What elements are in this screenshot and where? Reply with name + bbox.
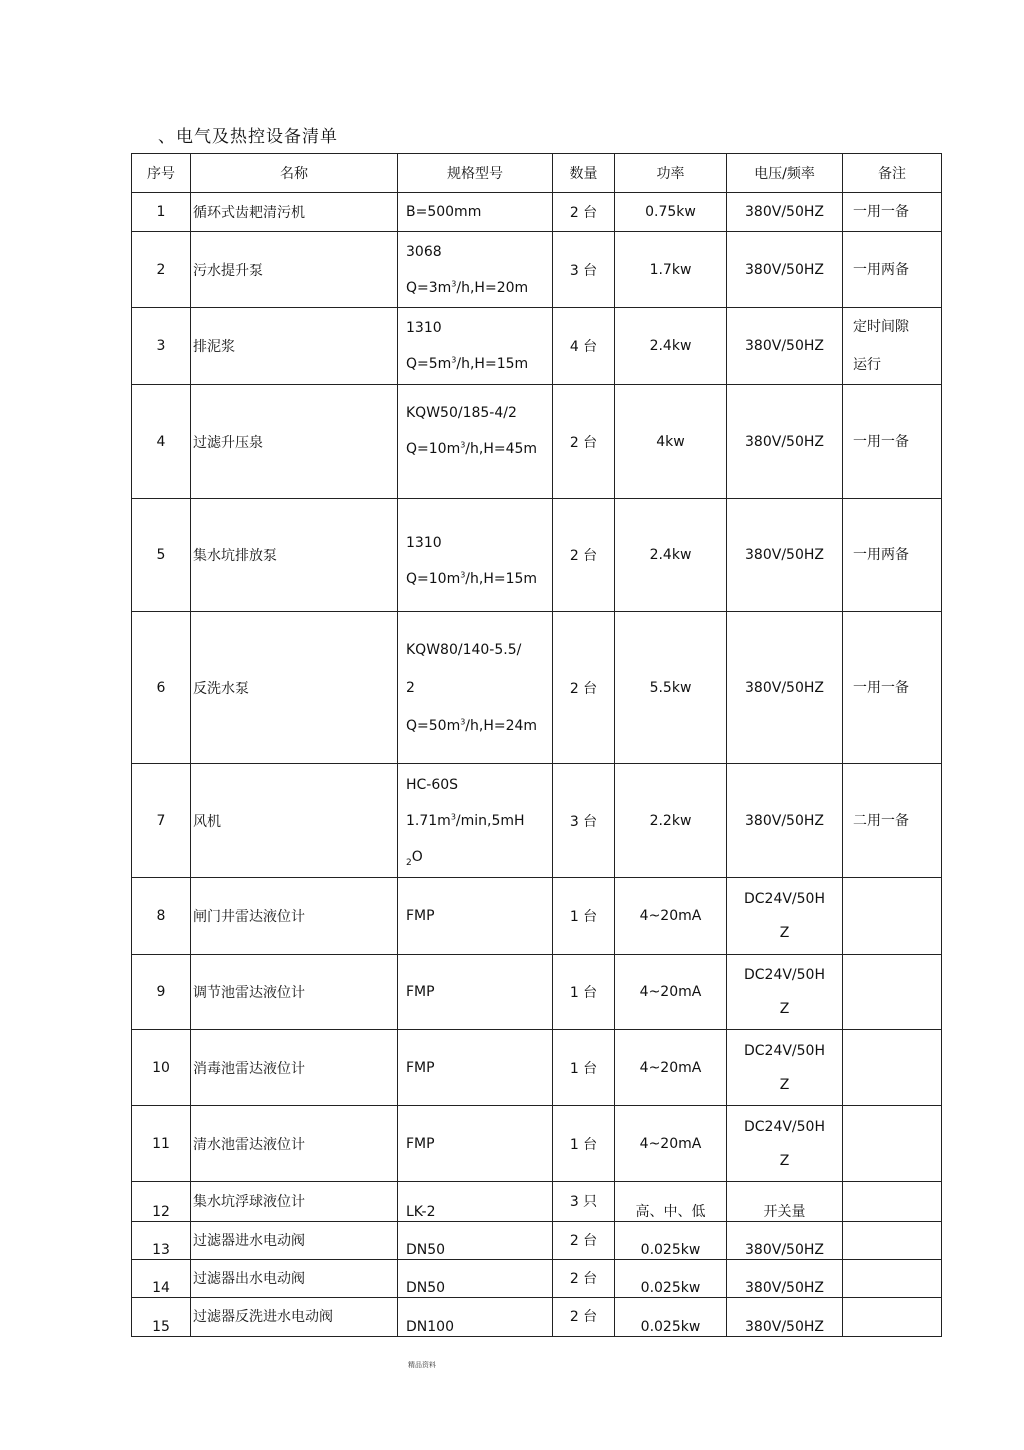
row-power: 4kw [615, 385, 727, 499]
row-name: 过滤器出水电动阀 [191, 1260, 398, 1298]
header-name: 名称 [191, 154, 398, 193]
spec-line: $Q=50m^3/h,H=24m$ [406, 716, 538, 734]
row-spec: FMP [398, 878, 553, 955]
row-name: 过滤升压泉 [191, 385, 398, 499]
row-power: 2.4kw [615, 308, 727, 385]
row-num: 1 [132, 193, 191, 232]
row-note [843, 1298, 942, 1337]
table-row [132, 1182, 942, 1222]
table-row [132, 878, 942, 955]
row-qty: 2 台 [553, 193, 615, 232]
spec-line: $Q=3m^3/h,H=20m$ [406, 278, 529, 296]
row-note: 一用一备 [843, 612, 942, 764]
row-spec: DN50 [398, 1222, 553, 1260]
row-spec: FMP [398, 1030, 553, 1106]
row-qty: 1 台 [553, 1106, 615, 1182]
row-power: 0.75kw [615, 193, 727, 232]
row-num: 9 [132, 955, 191, 1030]
row-note: 二用一备 [843, 764, 942, 878]
row-qty: 3 只 [553, 1182, 615, 1222]
row-name: 过滤器进水电动阀 [191, 1222, 398, 1260]
voltage-line: Z [779, 1076, 790, 1093]
table-row [132, 612, 942, 764]
row-name: 集水坑排放泵 [191, 499, 398, 612]
spec-line: 1310 [406, 535, 442, 551]
row-voltage: 380V/50HZ [727, 612, 843, 764]
note-line: 定时间隙 [853, 319, 909, 335]
row-voltage: 380V/50HZ [727, 499, 843, 612]
voltage-line: DC24V/50H [743, 1118, 825, 1135]
table-row [132, 1106, 942, 1182]
row-note [843, 1260, 942, 1298]
row-note: 一用两备 [843, 232, 942, 308]
spec-line: $Q=10m^3/h,H=15m$ [406, 570, 538, 587]
spec-line: HC-60S [406, 776, 459, 793]
row-qty: 3 台 [553, 232, 615, 308]
row-power: 2.2kw [615, 764, 727, 878]
document-title: 、电气及热控设备清单 [158, 127, 338, 147]
row-name: 集水坑浮球液位计 [191, 1182, 398, 1222]
table-row [132, 955, 942, 1030]
row-spec [398, 612, 553, 764]
row-spec [398, 232, 553, 308]
row-voltage: 开关量 [727, 1182, 843, 1222]
row-name: 过滤器反洗进水电动阀 [191, 1298, 398, 1337]
row-name: 消毒池雷达液位计 [191, 1030, 398, 1106]
voltage-line: DC24V/50H [743, 967, 825, 983]
row-note: 一用一备 [843, 193, 942, 232]
table-row [132, 1222, 942, 1260]
row-power: 4~20mA [615, 1030, 727, 1106]
row-note [843, 1106, 942, 1182]
spec-line: $_2$O [406, 848, 423, 868]
row-power: 1.7kw [615, 232, 727, 308]
row-spec: DN100 [398, 1298, 553, 1337]
row-spec: FMP [398, 955, 553, 1030]
header-num: 序号 [132, 154, 191, 193]
table-row [132, 1030, 942, 1106]
row-power: 0.025kw [615, 1222, 727, 1260]
row-note [843, 1030, 942, 1106]
row-num: 3 [132, 308, 191, 385]
row-power: 高、中、低 [615, 1182, 727, 1222]
row-qty: 1 台 [553, 955, 615, 1030]
table-header-row [132, 154, 942, 193]
spec-line: 1310 [406, 320, 442, 336]
row-num: 8 [132, 878, 191, 955]
row-power: 0.025kw [615, 1298, 727, 1337]
row-qty: 2 台 [553, 1298, 615, 1337]
header-qty: 数量 [553, 154, 615, 193]
row-spec [398, 764, 553, 878]
voltage-line: Z [779, 1152, 790, 1169]
row-num: 15 [132, 1298, 191, 1337]
row-note [843, 878, 942, 955]
row-name: 循环式齿耙清污机 [191, 193, 398, 232]
header-voltage: 电压/频率 [727, 154, 843, 193]
table-row [132, 308, 942, 385]
row-voltage [727, 1030, 843, 1106]
table-row [132, 764, 942, 878]
spec-line: 3068 [406, 243, 442, 260]
row-spec: LK-2 [398, 1182, 553, 1222]
row-voltage [727, 955, 843, 1030]
row-num: 14 [132, 1260, 191, 1298]
row-num: 12 [132, 1182, 191, 1222]
note-line: 运行 [853, 357, 881, 373]
spec-line: KQW50/185-4/2 [406, 405, 517, 421]
row-spec [398, 385, 553, 499]
row-name: 污水提升泵 [191, 232, 398, 308]
row-num: 6 [132, 612, 191, 764]
row-name: 风机 [191, 764, 398, 878]
row-voltage: 380V/50HZ [727, 1298, 843, 1337]
row-power: 5.5kw [615, 612, 727, 764]
voltage-line: Z [779, 925, 790, 941]
spec-line: KQW80/140-5.5/ [406, 641, 522, 658]
row-num: 7 [132, 764, 191, 878]
row-spec: FMP [398, 1106, 553, 1182]
page-footer: 精品资料 [408, 1361, 436, 1369]
header-spec: 规格型号 [398, 154, 553, 193]
row-voltage: 380V/50HZ [727, 308, 843, 385]
row-voltage: 380V/50HZ [727, 385, 843, 499]
row-name: 反洗水泵 [191, 612, 398, 764]
row-num: 11 [132, 1106, 191, 1182]
spec-line: $Q=5m^3/h,H=15m$ [406, 355, 529, 372]
row-spec: B=500mm [398, 193, 553, 232]
row-note [843, 308, 942, 385]
row-num: 2 [132, 232, 191, 308]
row-qty: 2 台 [553, 1222, 615, 1260]
row-num: 10 [132, 1030, 191, 1106]
row-voltage: 380V/50HZ [727, 764, 843, 878]
row-qty: 2 台 [553, 385, 615, 499]
row-power: 4~20mA [615, 1106, 727, 1182]
voltage-line: DC24V/50H [743, 891, 825, 907]
row-qty: 2 台 [553, 1260, 615, 1298]
row-voltage: 380V/50HZ [727, 1260, 843, 1298]
table-row [132, 193, 942, 232]
row-qty: 2 台 [553, 499, 615, 612]
table-row [132, 1260, 942, 1298]
row-note [843, 1222, 942, 1260]
table-row [132, 499, 942, 612]
row-num: 4 [132, 385, 191, 499]
header-note: 备注 [843, 154, 942, 193]
row-voltage: 380V/50HZ [727, 232, 843, 308]
spec-line: $Q=10m^3/h,H=45m$ [406, 440, 538, 457]
spec-line: 2 [406, 679, 415, 696]
row-num: 13 [132, 1222, 191, 1260]
row-power: 2.4kw [615, 499, 727, 612]
voltage-line: Z [779, 1001, 790, 1017]
row-power: 0.025kw [615, 1260, 727, 1298]
row-note: 一用一备 [843, 385, 942, 499]
table-row [132, 232, 942, 308]
row-name: 调节池雷达液位计 [191, 955, 398, 1030]
row-spec [398, 499, 553, 612]
row-name: 闸门井雷达液位计 [191, 878, 398, 955]
row-num: 5 [132, 499, 191, 612]
row-name: 清水池雷达液位计 [191, 1106, 398, 1182]
spec-line: $1.71m^3/\min,5mH$ [406, 811, 525, 829]
row-qty: 2 台 [553, 612, 615, 764]
row-qty: 1 台 [553, 1030, 615, 1106]
table-row [132, 1298, 942, 1337]
row-note: 一用两备 [843, 499, 942, 612]
header-power: 功率 [615, 154, 727, 193]
row-note [843, 1182, 942, 1222]
row-voltage: 380V/50HZ [727, 193, 843, 232]
equipment-table [131, 153, 942, 1337]
row-spec [398, 308, 553, 385]
row-qty: 3 台 [553, 764, 615, 878]
row-spec: DN50 [398, 1260, 553, 1298]
row-voltage: 380V/50HZ [727, 1222, 843, 1260]
row-note [843, 955, 942, 1030]
row-qty: 1 台 [553, 878, 615, 955]
row-power: 4~20mA [615, 878, 727, 955]
row-voltage [727, 1106, 843, 1182]
row-voltage [727, 878, 843, 955]
row-name: 排泥浆 [191, 308, 398, 385]
row-qty: 4 台 [553, 308, 615, 385]
table-row [132, 385, 942, 499]
voltage-line: DC24V/50H [743, 1042, 825, 1059]
row-power: 4~20mA [615, 955, 727, 1030]
